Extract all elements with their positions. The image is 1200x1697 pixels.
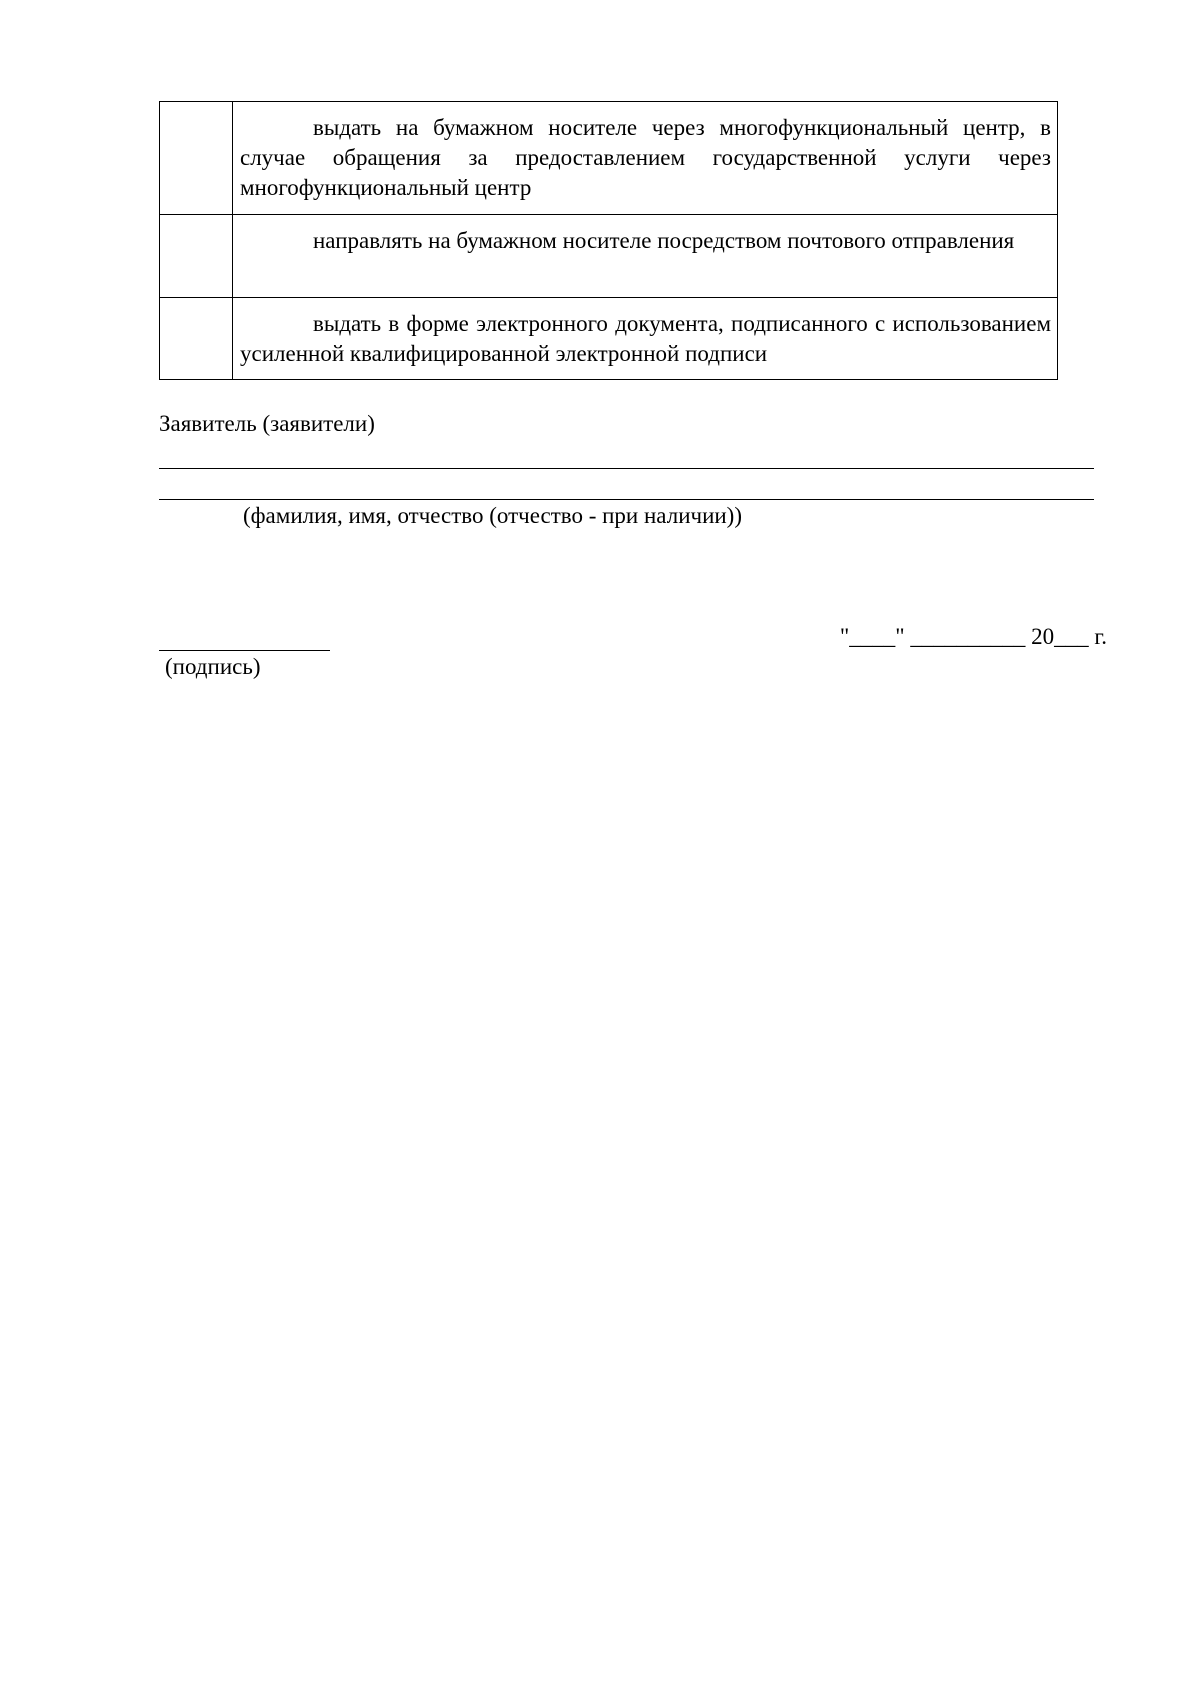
option-row: [160, 298, 1058, 380]
option-text: выдать на бумажном носителе через многофункциональный центр, в случае обращения за предоставлением государственной услуги через многофункциональный центр: [233, 102, 1058, 215]
applicant-name-line[interactable]: [159, 468, 1094, 469]
signature-caption: (подпись): [165, 654, 261, 679]
option-checkbox-cell[interactable]: [160, 102, 233, 215]
applicant-name-caption: (фамилия, имя, отчество (отчество - при наличии)): [243, 503, 743, 528]
option-row: [160, 102, 1058, 215]
date-field[interactable]: "____" __________ 20___ г.: [839, 624, 1107, 649]
option-text: направлять на бумажном носителе посредством почтового отправления: [233, 215, 1058, 298]
applicant-name-line[interactable]: [159, 499, 1094, 500]
option-checkbox-cell[interactable]: [160, 298, 233, 380]
applicant-label: Заявитель (заявители): [159, 411, 375, 436]
delivery-options-table: [159, 101, 1058, 380]
signature-line[interactable]: [159, 650, 330, 651]
option-text: выдать в форме электронного документа, подписанного с использованием усиленной квалифицированной электронной подписи: [233, 298, 1058, 380]
option-checkbox-cell[interactable]: [160, 215, 233, 298]
option-row: [160, 215, 1058, 298]
